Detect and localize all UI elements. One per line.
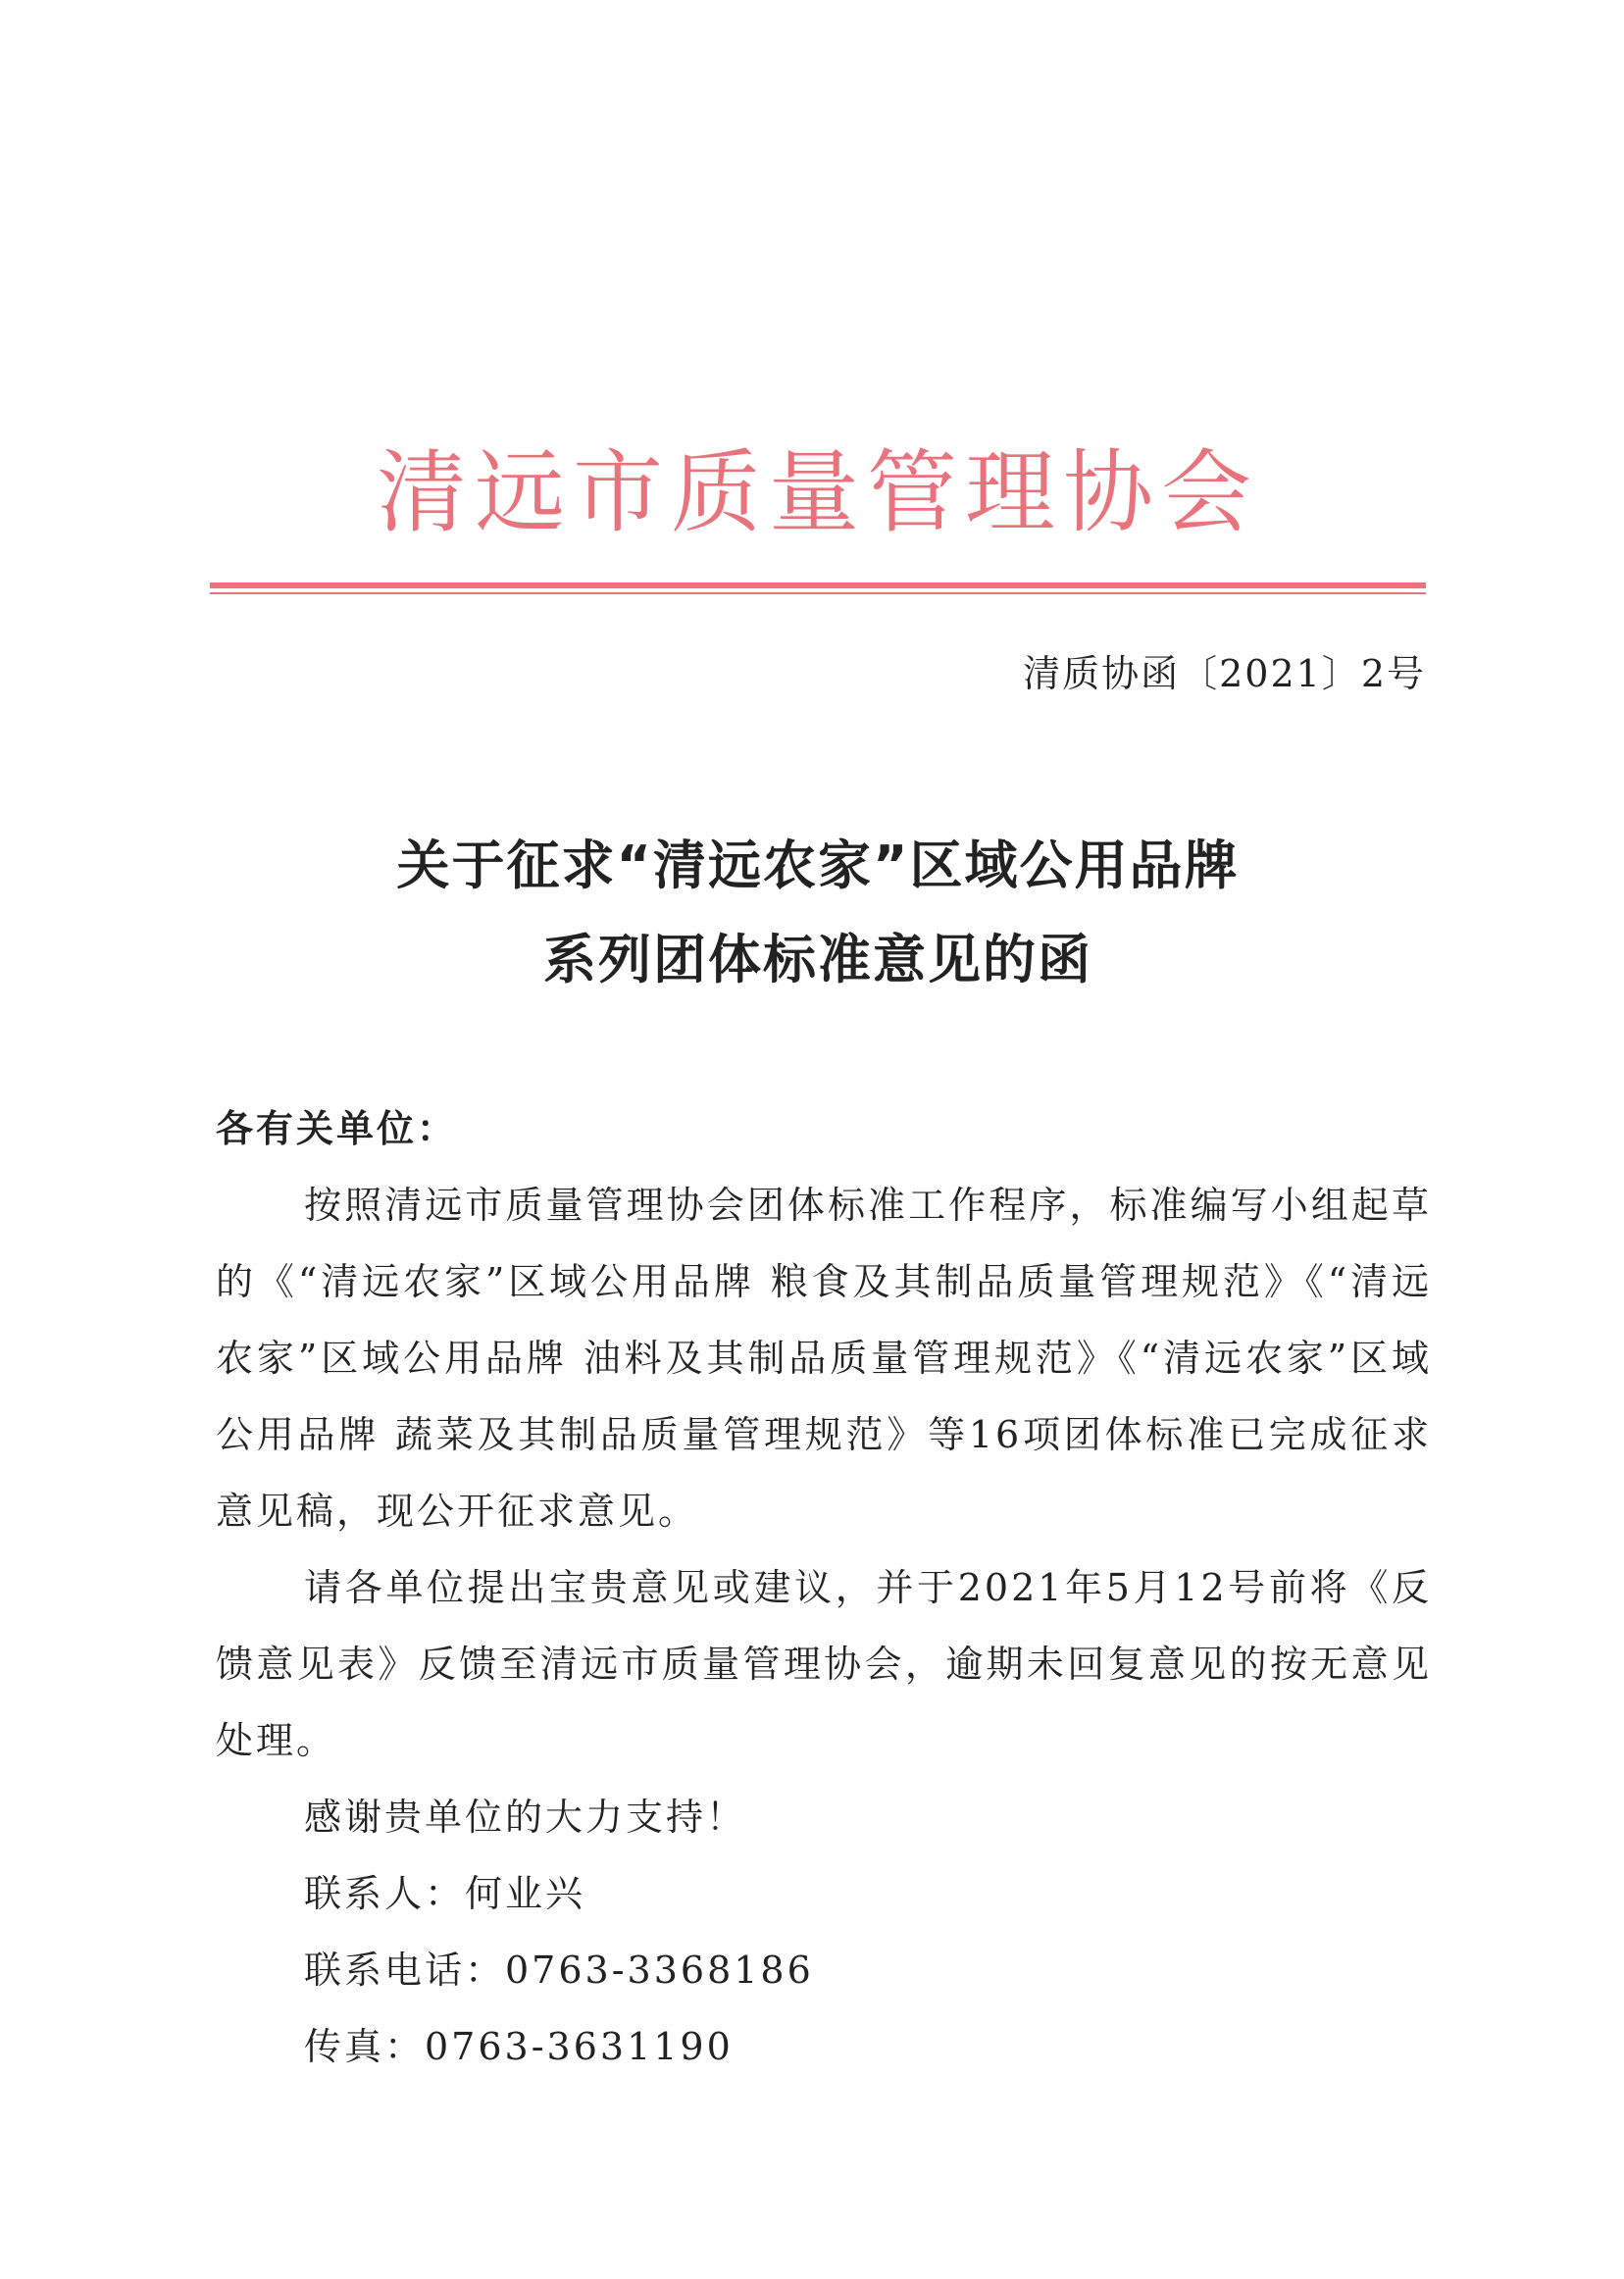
body-paragraph-1: 按照清远市质量管理协会团体标准工作程序，标准编写小组起草的《“清远农家”区域公用品牌 粮食及其制品质量管理规范》《“清远农家”区域公用品牌 油料及其制品质量管理规范》《“清远农家”区域公用品牌 蔬菜及其制品质量管理规范》等16项团体标准已完成征求意见稿，现公开征求意见。 [216,1184,1432,1533]
thanks-line: 感谢贵单位的大力支持！ [304,1796,747,1839]
document-number: 清质协函〔2021〕2号 [1023,652,1426,695]
salutation: 各有关单位： [216,1107,458,1150]
letterhead-organization-name: 清远市质量管理协会 [376,440,1259,545]
letterhead-divider-thin [210,592,1426,594]
letterhead-divider-thick [210,582,1426,588]
contact-fax: 传真：0763-3631190 [304,2025,734,2068]
body-paragraph-2: 请各单位提出宝贵意见或建议，并于2021年5月12号前将《反馈意见表》反馈至清远市质量管理协会，逾期未回复意见的按无意见处理。 [216,1566,1432,1762]
contact-phone: 联系电话：0763-3368186 [304,1949,814,1992]
document-title-line-1: 关于征求“清远农家”区域公用品牌 [396,835,1240,896]
contact-person: 联系人：何业兴 [304,1872,586,1915]
document-title-line-2: 系列团体标准意见的函 [543,929,1092,990]
